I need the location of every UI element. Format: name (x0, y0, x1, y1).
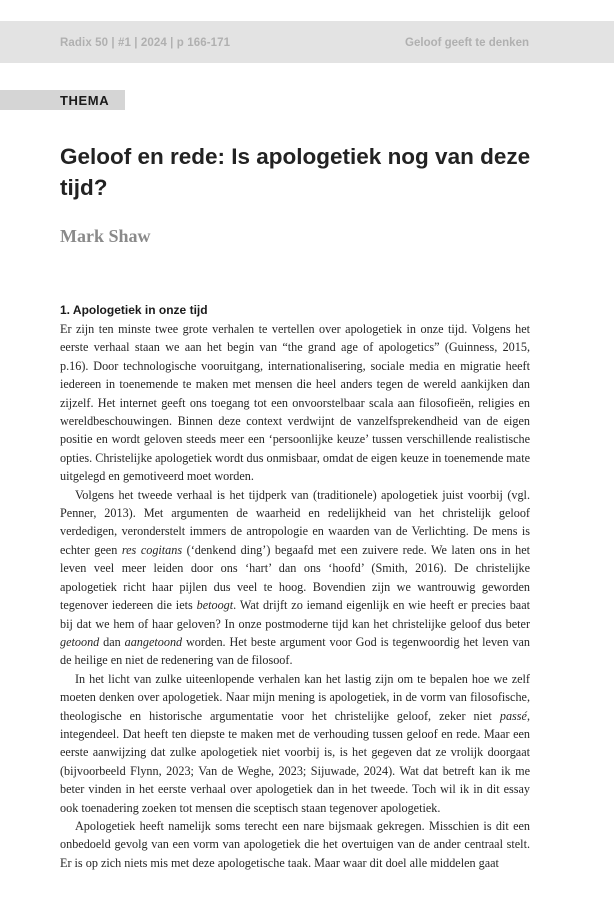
paragraph-4: Apologetiek heeft namelijk soms terecht een nare bijsmaak gekregen. Misschien is dit een onbedoeld gevolg van een vorm van apologetiek die het overtuigen van de ander centraal stelt. Er is op zich niets mis met deze apologetische taak. Maar waar dit doel alle middelen gaat (60, 818, 530, 870)
article-body (60, 320, 530, 872)
article-title: Geloof en rede: Is apologetiek nog van deze tijd? (60, 144, 531, 200)
section-heading: 1. Apologetiek in onze tijd (60, 303, 208, 317)
paragraph-2: Volgens het tweede verhaal is het tijdperk van (traditionele) apologetiek juist voorbij (vgl. Penner, 2013). Met argumenten de waarheid en redelijkheid van het christelijk geloof verdedigen, veronderstelt immers de antropologie en waarden van de Verlichting. De mens is echter geen res cogitans (‘denkend ding’) begaafd met een zuivere rede. We laten ons in het leven veel meer leiden door ons ‘hart’ dan ons ‘hoofd’ (Smith, 2016). De christelijke apologetiek richt haar pijlen dus veel te hoog. Bovendien zijn we wantrouwig geworden tegenover iedereen die iets betoogt. Wat drijft zo iemand eigenlijk en wie heeft er precies baat bij dat we hem of haar geloven? In onze postmoderne tijd kan het christelijke geloof dus beter getoond dan aangetoond worden. Het beste argument voor God is tegenwoordig het leven van de heilige en niet de redenering van de filosoof. (60, 487, 530, 668)
italic-term: aangetoond (124, 634, 183, 649)
italic-term: betoogt (196, 598, 234, 613)
italic-term: getoond (60, 634, 100, 649)
thema-label: THEMA (60, 93, 110, 108)
author-name: Mark Shaw (60, 226, 151, 246)
paragraph-1: Er zijn ten minste twee grote verhalen te vertellen over apologetiek in onze tijd. Volgens het eerste verhaal staan we aan het begin van “the grand age of apologetics” (Guinness, 2015, p.16). Door technologische vooruitgang, internationalisering, sociale media en migratie heeft iedereen in toenemende te maken met mensen die heel anders tegen de wereld aankijken dan zijzelf. Het internet geeft ons toegang tot een onvoorstelbaar scala aan filosofieën, religies en wereldbeschouwingen. Binnen deze context verdwijnt de vanzelfsprekendheid van de eigen positie en wordt geloven steeds meer een ‘persoonlijke keuze’ tussen verschillende realistische opties. Christelijke apologetiek wordt dus onmisbaar, omdat de eigen keuze in toenemende mate uitgelegd en gemotiveerd moet worden. (60, 322, 530, 484)
italic-term: res cogitans (121, 542, 183, 557)
running-title: Geloof geeft te denken (405, 37, 529, 49)
paragraph-3: In het licht van zulke uiteenlopende verhalen kan het lastig zijn om te bepalen hoe we zelf moeten denken over apologetiek. Naar mijn mening is apologetiek, in de vorm van filosofische, theologische en historische argumentatie voor het christelijke geloof, zeker niet passé, integendeel. Dat heeft ten diepste te maken met de verhouding tussen geloof en rede. Maar een eerste aanwijzing dat zulke apologetiek niet voorbij is, is het gegeven dat ze vrolijk doorgaat (bijvoorbeeld Flynn, 2023; Van de Weghe, 2023; Sijuwade, 2024). Wat dat betreft kan ik me beter vinden in het eerste verhaal over apologetiek dan in het tweede. Toch wil ik in dit essay ook toenadering zoeken tot mensen die sceptisch staan tegenover apologetiek. (60, 671, 530, 815)
italic-term: passé (499, 708, 527, 723)
journal-reference: Radix 50 | #1 | 2024 | p 166-171 (60, 37, 231, 49)
